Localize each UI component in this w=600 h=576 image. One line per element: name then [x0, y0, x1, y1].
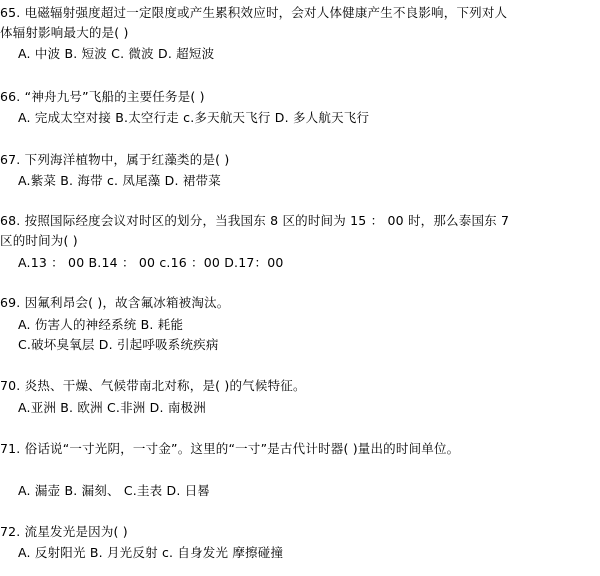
question-68-stem-line-1: 68. 按照国际经度会议对时区的划分，当我国东 8 区的时间为 15 ： 00 时，那么泰国东 7 [0, 213, 510, 228]
question-71-stem: 71. 俗话说“一寸光阴，一寸金”。这里的“一寸”是古代计时器( )量出的时间单位。 [0, 441, 460, 456]
question-70-options: A.亚洲 B. 欧洲 C.非洲 D. 南极洲 [18, 400, 206, 415]
question-65-options: A. 中波 B. 短波 C. 微波 D. 超短波 [18, 46, 215, 61]
question-67-stem: 67. 下列海洋植物中，属于红藻类的是( ) [0, 152, 230, 167]
question-69-options-line-2: C.破坏臭氧层 D. 引起呼吸系统疾病 [18, 337, 219, 352]
question-67-options: A.紫菜 B. 海带 c. 凤尾藻 D. 裙带菜 [18, 173, 221, 188]
question-66-options: A. 完成太空对接 B.太空行走 c.多天航天飞行 D. 多人航天飞行 [18, 110, 370, 125]
question-69-options-line-1: A. 伤害人的神经系统 B. 耗能 [18, 317, 184, 332]
question-72-stem: 72. 流星发光是因为( ) [0, 524, 128, 539]
question-66-stem: 66. “神舟九号”飞船的主要任务是( ) [0, 89, 205, 104]
question-70-stem: 70. 炎热、干燥、气候带南北对称，是( )的气候特征。 [0, 378, 306, 393]
question-65-stem-line-1: 65. 电磁辐射强度超过一定限度或产生累积效应时，会对人体健康产生不良影响，下列对人 [0, 5, 508, 20]
question-72-options: A. 反射阳光 B. 月光反射 c. 自身发光 摩擦碰撞 [18, 545, 284, 560]
question-71-options: A. 漏壶 B. 漏刻、 C.圭表 D. 日晷 [18, 483, 211, 498]
question-68-options: A.13 ： 00 B.14 ： 00 c.16 ：00 D.17：00 [18, 255, 284, 270]
question-69-stem: 69. 因氟利昂会( )，故含氟冰箱被淘汰。 [0, 295, 230, 310]
question-65-stem-line-2: 体辐射影响最大的是( ) [0, 25, 129, 40]
question-68-stem-line-2: 区的时间为( ) [0, 233, 78, 248]
